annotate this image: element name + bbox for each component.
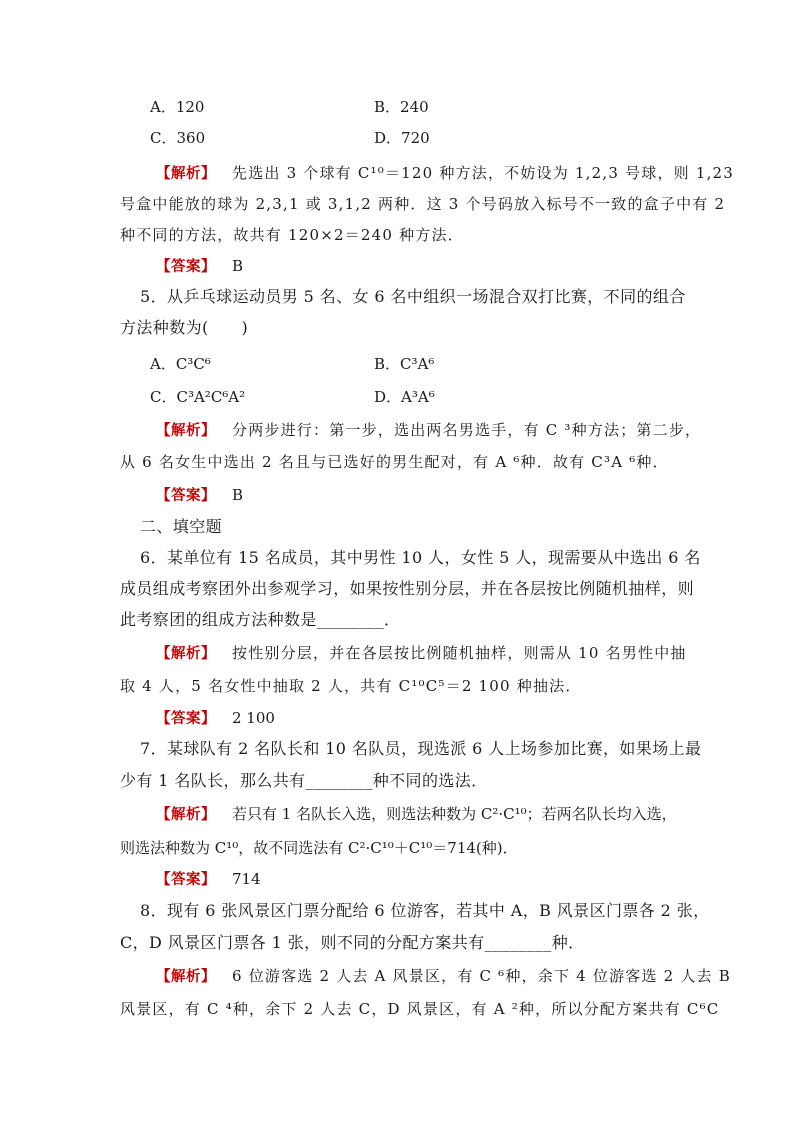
- q6-stem-line-2: 成员组成考察团外出参观学习，如果按性别分层，并在各层按比例随机抽样，则: [120, 579, 695, 598]
- q6-analysis-text-1: 按性别分层，并在各层按比例随机抽样，则需从 10 名男性中抽: [232, 644, 687, 662]
- q5-stem-line-2: 方法种数为( ): [120, 318, 249, 337]
- analysis-tag: 【解析】: [156, 807, 216, 823]
- q5-option-c: C．C³A²C⁶A²: [150, 388, 246, 406]
- q5-analysis-line-2: 从 6 名女生中选出 2 名且与已选好的男生配对，有 A ⁶种．故有 C³A ⁶种．: [120, 453, 669, 471]
- analysis-tag: 【解析】: [156, 166, 216, 182]
- q6-answer-value: 2 100: [232, 709, 275, 727]
- q8-stem-line-1: 8．现有 6 张风景区门票分配给 6 位游客，若其中 A，B 风景区门票各 2 张，: [140, 901, 710, 920]
- answer-tag: 【答案】: [156, 259, 216, 275]
- q6-stem-line-3: 此考察团的组成方法种数是________．: [120, 610, 401, 629]
- q4-answer: [156, 256, 243, 277]
- answer-tag: 【答案】: [156, 711, 216, 727]
- answer-tag: 【答案】: [156, 488, 216, 504]
- q4-answer-value: B: [232, 257, 244, 275]
- q5-option-d: D．A³A⁶: [374, 388, 435, 406]
- analysis-tag: 【解析】: [156, 969, 216, 985]
- q5-option-a: A．C³C⁶: [150, 355, 211, 373]
- q6-analysis-line-1: [156, 643, 687, 664]
- q7-answer: [156, 869, 261, 890]
- q6-answer: [156, 708, 275, 729]
- q8-analysis-text-1: 6 位游客选 2 人去 A 风景区，有 C ⁶种，余下 4 位游客选 2 人去 B: [232, 967, 731, 985]
- q4-option-d: D．720: [374, 129, 430, 147]
- q7-stem-line-2: 少有 1 名队长，那么共有________种不同的选法．: [120, 771, 488, 790]
- q4-option-c: C．360: [150, 129, 206, 147]
- q7-stem-line-1: 7．某球队有 2 名队长和 10 名队员，现选派 6 人上场参加比赛，如果场上最: [140, 739, 702, 758]
- q4-option-a: A．120: [150, 98, 205, 116]
- q4-option-b: B．240: [374, 98, 429, 116]
- q5-answer-value: B: [232, 486, 244, 504]
- q6-analysis-line-2: 取 4 人，5 名女性中抽取 2 人，共有 C¹⁰C⁵＝2 100 种抽法．: [120, 677, 582, 695]
- q5-analysis-line-1: [156, 420, 701, 441]
- q5-stem-line-1: 5．从乒乓球运动员男 5 名、女 6 名中组织一场混合双打比赛，不同的组合: [140, 287, 686, 306]
- analysis-tag: 【解析】: [156, 646, 216, 662]
- q8-analysis-line-1: [156, 966, 731, 987]
- q5-answer: [156, 485, 243, 506]
- analysis-tag: 【解析】: [156, 423, 216, 439]
- q7-analysis-line-2: 则选法种数为 C¹⁰，故不同选法有 C²·C¹⁰＋C¹⁰＝714(种)．: [120, 839, 518, 857]
- q4-analysis-line-1: [156, 163, 734, 184]
- q7-analysis-line-1: [156, 804, 677, 825]
- q7-answer-value: 714: [232, 870, 261, 888]
- q5-option-b: B．C³A⁶: [374, 355, 435, 373]
- answer-tag: 【答案】: [156, 872, 216, 888]
- q8-stem-line-2: C，D 风景区门票各 1 张，则不同的分配方案共有________种．: [120, 933, 585, 952]
- section-title: 二、填空题: [140, 517, 223, 536]
- q7-analysis-text-1: 若只有 1 名队长入选，则选法种数为 C²·C¹⁰；若两名队长均入选，: [232, 805, 677, 823]
- q5-analysis-text-1: 分两步进行：第一步，选出两名男选手，有 C ³种方法；第二步，: [232, 421, 702, 439]
- q4-analysis-text-1: 先选出 3 个球有 C¹⁰＝120 种方法，不妨设为 1,2,3 号球，则 1,23: [232, 164, 735, 182]
- q8-analysis-line-2: 风景区，有 C ⁴种，余下 2 人去 C，D 风景区，有 A ²种，所以分配方案共有 C⁶C: [120, 1000, 720, 1018]
- q4-analysis-line-2: 号盒中能放的球为 2,3,1 或 3,1,2 两种．这 3 个号码放入标号不一致的盒子中有 2: [120, 195, 726, 213]
- q6-stem-line-1: 6．某单位有 15 名成员，其中男性 10 人，女性 5 人，现需要从中选出 6 名: [140, 548, 701, 567]
- q4-analysis-line-3: 种不同的方法，故共有 120×2＝240 种方法．: [120, 226, 464, 244]
